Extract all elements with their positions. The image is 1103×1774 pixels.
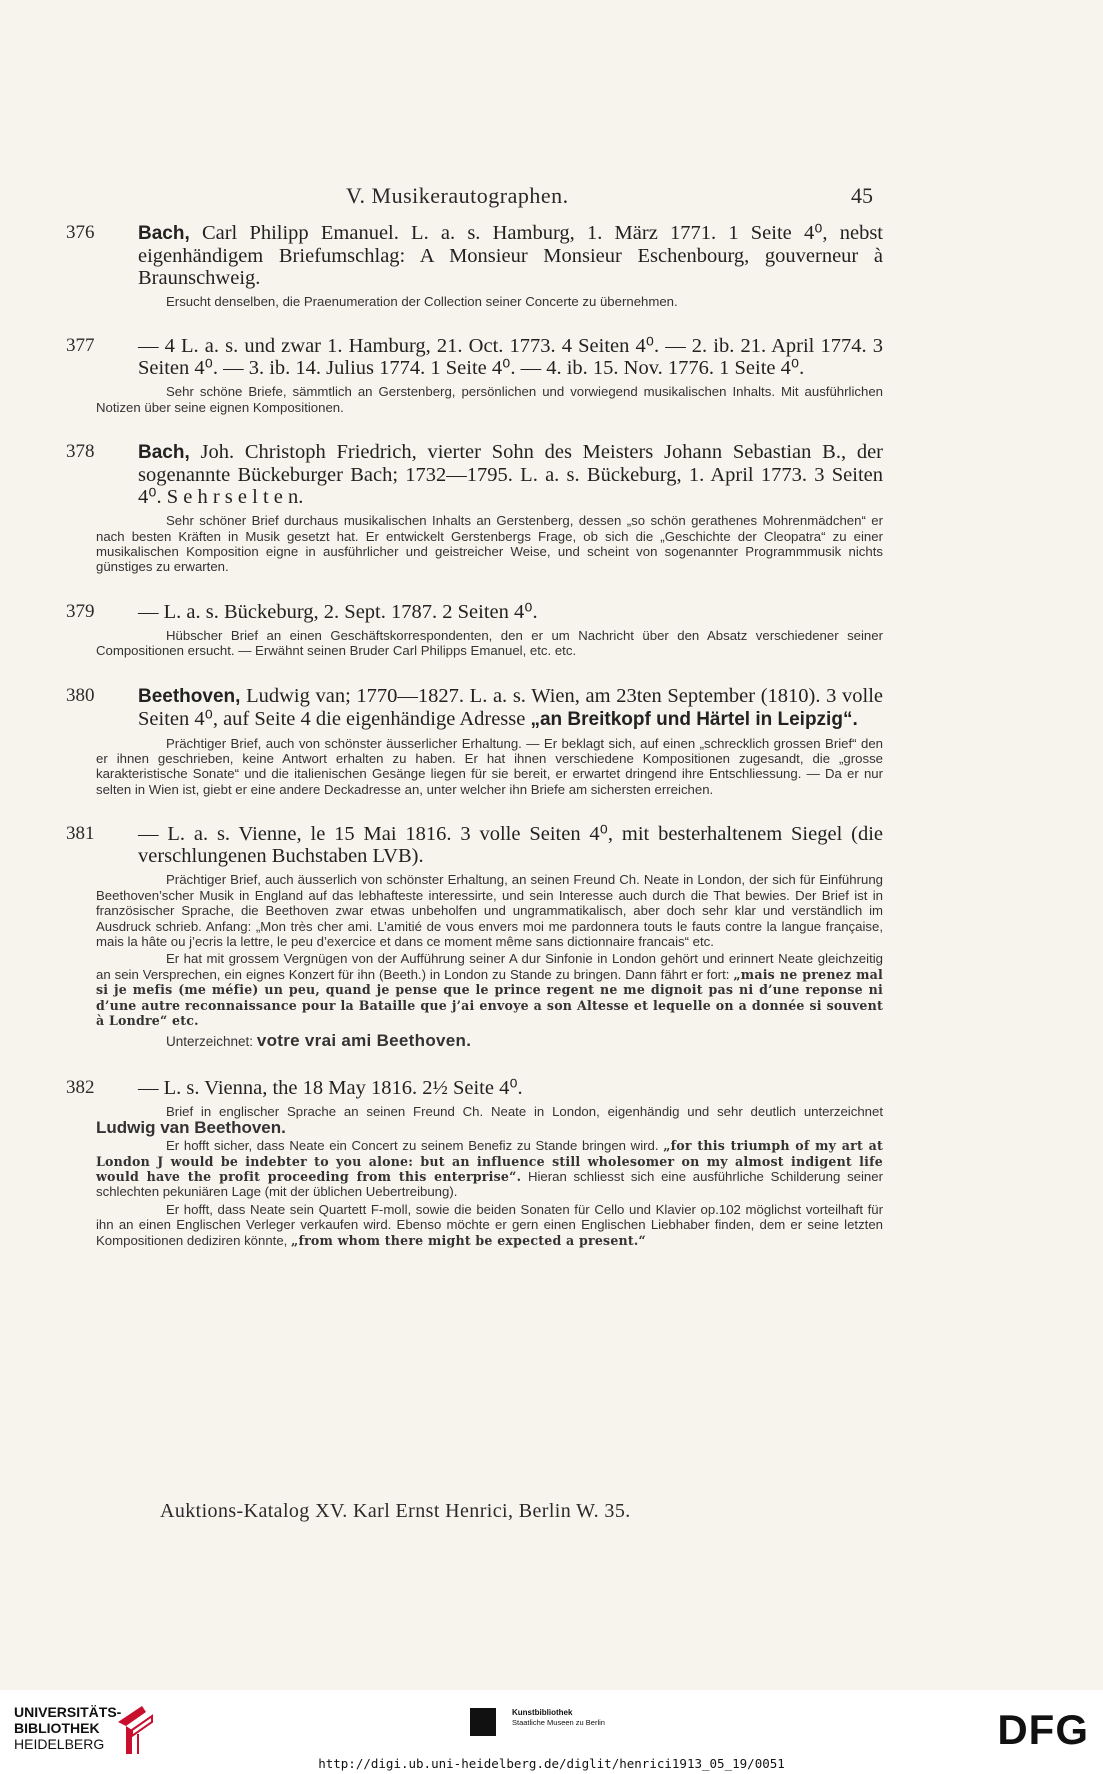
entry-heading: — L. s. Vienna, the 18 May 1816. 2½ Seite 4⁰. <box>138 1077 523 1100</box>
entry-heading: Bach, Joh. Christoph Friedrich, vierter Sohn des Meisters Johann Sebastian B., der sogenannte Bückeburger Bach; 1732—1795. L. a. s. Bückeburg, 1. April 1773. 3 Seiten 4⁰. S e h r s e l t e n. <box>138 441 883 509</box>
page-header <box>96 183 873 209</box>
entry-description: Prächtiger Brief, auch äusserlich von schönster Erhaltung, an seinen Freund Ch. Neate in London, der sich für Einführung Beethoven’scher Musik in England auf das lebhafteste interessirte, und sein Interesse auch durch die That bewies. Der Brief ist in französischer Sprache, die Beethoven zwar etwas unbeholfen und ungrammatikalisch, aber doch sehr klar und verständlich im Ausdruck schrieb. Anfang: „Mon très cher ami. L’amitié de vous envers moi me pardonnera touts le fauts contre la langue française, mais la hâte ou j’ecris la lettre, le peu d’exercice et dans ce moment même sans dictionnaire francais“ etc. <box>96 872 883 949</box>
entry-description: Hübscher Brief an einen Geschäftskorrespondenten, den er um Nachricht über den Absatz verschiedener seiner Compositionen ersucht. — Erwähnt seinen Bruder Carl Philipps Emanuel, etc. etc. <box>96 627 883 659</box>
university-library-logo[interactable]: UNIVERSITÄTS- BIBLIOTHEK HEIDELBERG <box>14 1704 122 1752</box>
entry-number: 377 <box>66 335 95 357</box>
entry-number: 382 <box>66 1077 95 1099</box>
entry-382 <box>66 1077 883 1248</box>
entry-number: 378 <box>66 441 95 463</box>
entry-description: Sehr schöner Brief durchaus musikalischen Inhalts an Gerstenberg, dessen „so schön gerathenes Mohrenmädchen“ er nach besten Kräften in Musik gesetzt hat. Er entwickelt Gerstenbergs Frage, ob sich die „Geschichte der Cleopatra“ zu einer musikalischen Komposition eigne in ausführlicher und geistreicher Weise, und scheint von sogenannter Programmmusik nichts günstiges zu erwarten. <box>96 513 883 575</box>
entry-description: Sehr schöne Briefe, sämmtlich an Gerstenberg, persönlichen und vorwiegend musikalischen Inhalts. Mit ausführlichen Notizen über seine eignen Kompositionen. <box>96 384 883 415</box>
entry-number: 379 <box>66 600 95 622</box>
page-number: 45 <box>851 183 873 208</box>
entry-name: Bach, <box>138 223 190 244</box>
signature-line: Unterzeichnet: votre vrai ami Beethoven. <box>166 1031 472 1051</box>
library-seal-icon <box>112 1702 158 1758</box>
entry-number: 381 <box>66 823 95 845</box>
letter-quote: „mais ne prenez mal si je mefis (me méfie) un peu, quand je pense que le prince regent ne me dignoit pas ni d’une reponse ni d’une autre reconnaissance pour la Bataille que j’ai envoye a son Altesse et lequelle on a donnée si souvent à Londre“ etc. <box>96 966 883 1028</box>
catalog-entries <box>66 222 884 1274</box>
signature-name: votre vrai ami Beethoven. <box>256 1031 472 1051</box>
section-title: V. Musikerautographen. <box>346 183 569 208</box>
entry-377 <box>66 335 883 415</box>
permalink-url[interactable]: http://digi.ub.uni-heidelberg.de/diglit/henrici1913_05_19/0051 <box>318 1756 785 1771</box>
entry-heading: — L. a. s. Vienne, le 15 Mai 1816. 3 volle Seiten 4⁰, mit besterhaltenem Siegel (die verschlungenen Buchstaben LVB). <box>138 823 883 868</box>
kunstbibliothek-logo[interactable]: Kunstbibliothek Staatliche Museen zu Berlin <box>512 1708 605 1727</box>
entry-description-continued: Er hofft sicher, dass Neate ein Concert zu seinem Benefiz zu Stande bringen wird. „for this triumph of my art at London J would be indebter to you alone: but an influence still wholesomer on my almost indigent life would have the profit proceeding from this enterprise“. Hieran schliesst sich eine ausführliche Schilderung seiner schlechten pekuniären Lage (mit der üblichen Uebertreibung). <box>96 1138 883 1200</box>
entry-heading: — L. a. s. Bückeburg, 2. Sept. 1787. 2 Seiten 4⁰. <box>138 600 538 623</box>
entry-376 <box>66 222 884 309</box>
entry-heading: Beethoven, Ludwig van; 1770—1827. L. a. s. Wien, am 23ten September (1810). 3 volle Seiten 4⁰, auf Seite 4 die eigenhändige Adresse „an Breitkopf und Härtel in Leipzig“. <box>138 684 884 730</box>
entry-description: Prächtiger Brief, auch von schönster äusserlicher Erhaltung. — Er beklagt sich, auf einen „schrecklich grossen Brief“ den er ihnen geschrieben, keine Antwort erhalten zu haben. Er hat ihnen verschiedene Kompositionen zugesandt, die „grosse karakteristische Sonate“ und die italienischen Gesänge liegen für sie bereit, er erwartet dringend ihre Entschliessung. — Da er nur selten in Wien ist, giebt er eine andere Deckadresse an, unter welcher ihn Briefe am sichersten erreichen. <box>96 735 883 797</box>
entry-381 <box>66 823 883 1051</box>
letter-quote: „from whom there might be expected a present.“ <box>291 1232 646 1248</box>
entry-name: Beethoven, <box>138 685 241 707</box>
entry-number: 380 <box>66 684 95 706</box>
entry-description: Ersucht denselben, die Praenumeration der Collection seiner Concerte zu übernehmen. <box>166 294 678 309</box>
dfg-logo[interactable]: DFG <box>997 1706 1089 1753</box>
entry-description-continued: Er hat mit grossem Vergnügen von der Aufführung seiner A dur Sinfonie in London gehört und erinnert Neate gleichzeitig an sein Versprechen, ein eignes Konzert für ihn (Beeth.) in London zu Stande zu bringen. Dann fährt er fort: „mais ne prenez mal si je mefis (me méfie) un peu, quand je pense que le prince regent ne me dignoit pas ni d’une reponse ni d’une autre reconnaissance pour la Bataille que j’ai envoye a son Altesse et lequelle on a donnée si souvent à Londre“ etc. <box>96 951 883 1028</box>
entry-heading: Bach, Carl Philipp Emanuel. L. a. s. Hamburg, 1. März 1771. 1 Seite 4⁰, nebst eigenhändigem Briefumschlag: A Monsieur Monsieur Eschenbourg, gouverneur à Braunschweig. <box>138 222 884 289</box>
entry-description-continued: Er hofft, dass Neate sein Quartett F-moll, sowie die beiden Sonaten für Cello und Klavier op.102 möglichst vorteilhaft für ihn an einen Englischen Verleger verkaufen wird. Ebenso möchte er gern einen Englischen Liebhaber finden, dem er seine letzten Kompositionen dediziren könnte, „from whom there might be expected a present.“ <box>96 1201 883 1248</box>
entry-380 <box>66 684 884 798</box>
address-highlight: „an Breitkopf und Härtel in Leipzig“. <box>530 708 858 730</box>
kunstbibliothek-icon <box>470 1708 496 1736</box>
entry-heading: — 4 L. a. s. und zwar 1. Hamburg, 21. Oct. 1773. 4 Seiten 4⁰. — 2. ib. 21. April 1774. 3 Seiten 4⁰. — 3. ib. 14. Julius 1774. 1 Seite 4⁰. — 4. ib. 15. Nov. 1776. 1 Seite 4⁰. <box>138 335 883 380</box>
entry-name: Bach, <box>138 442 190 464</box>
signature-name: Ludwig van Beethoven. <box>96 1117 286 1137</box>
entry-description: Brief in englischer Sprache an seinen Freund Ch. Neate in London, eigenhändig und sehr deutlich unterzeichnet Ludwig van Beethoven. <box>96 1104 883 1137</box>
page-footer: Auktions-Katalog XV. Karl Ernst Henrici, Berlin W. 35. <box>160 1500 631 1522</box>
letter-quote: „for this triumph of my art at London J would be indebter to you alone: but an influence still wholesomer on my almost indigent life would have the profit proceeding from this enterprise“. <box>96 1138 883 1184</box>
entry-379 <box>66 600 883 659</box>
entry-number: 376 <box>66 222 95 243</box>
entry-378 <box>66 441 883 575</box>
